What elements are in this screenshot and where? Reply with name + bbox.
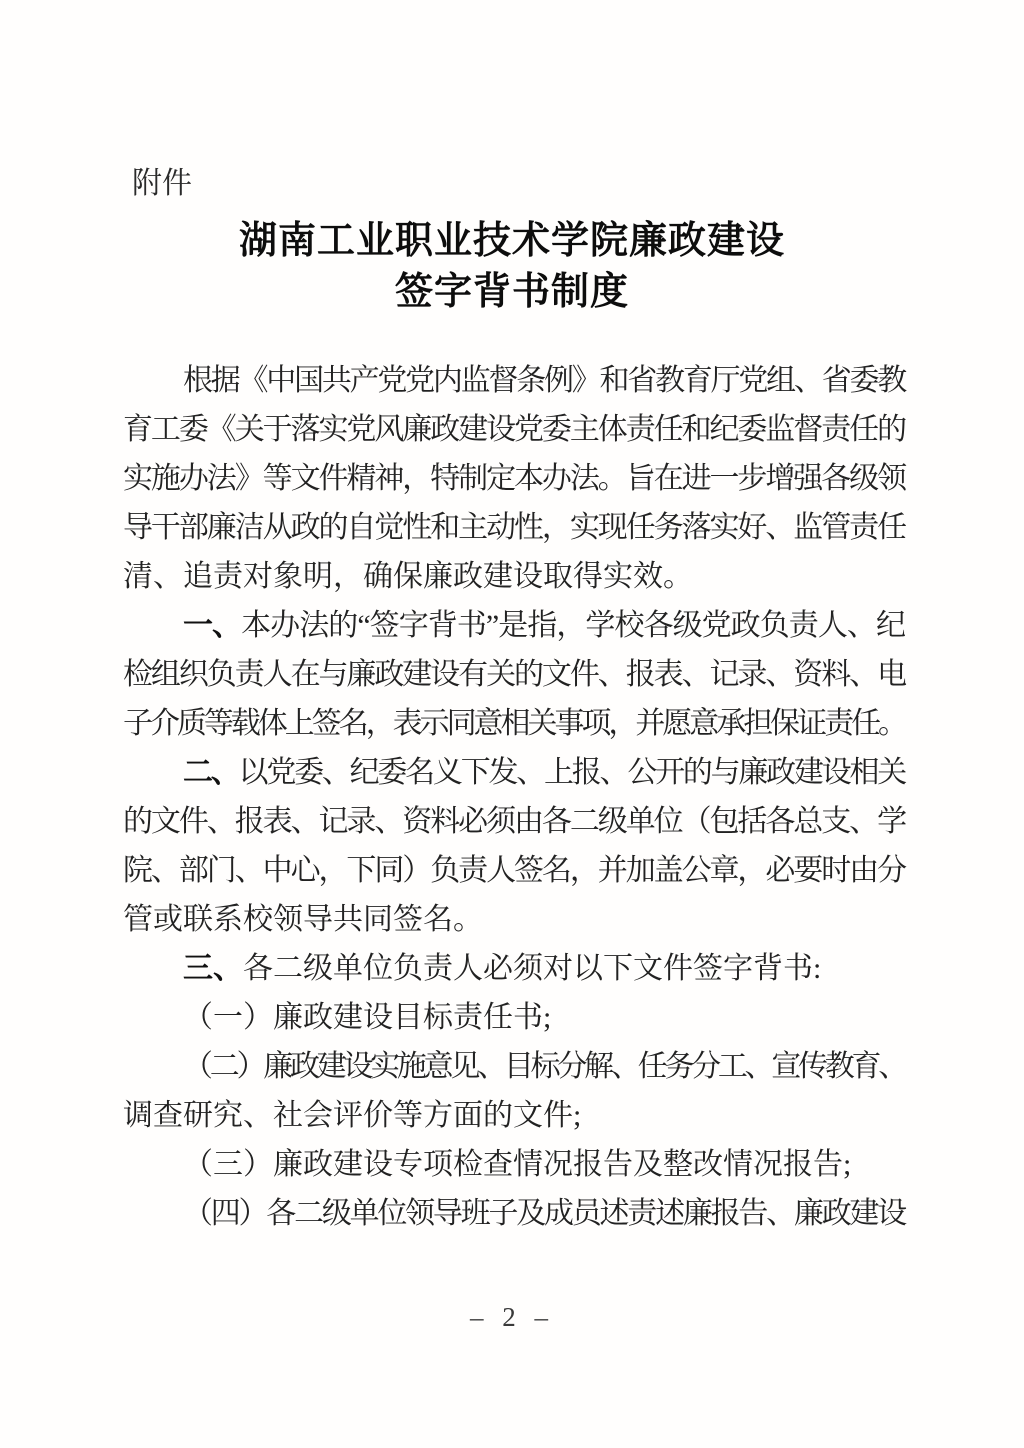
body-line: 导干部廉洁从政的自觉性和主动性，实现任务落实好、监管责任	[123, 511, 905, 544]
body-line: （四）各二级单位领导班子及成员述责述廉报告、廉政建设	[183, 1197, 905, 1230]
paragraph	[123, 1140, 905, 1189]
body-line: （二）廉政建设实施意见、目标分解、任务分工、宣传教育、	[183, 1050, 905, 1083]
body-line: 实施办法》等文件精神，特制定本办法。旨在进一步增强各级领	[123, 462, 905, 495]
body-line: 院、部门、中心，下同）负责人签名，并加盖公章，必要时由分	[123, 854, 905, 887]
body-line: 一、本办法的“签字背书”是指，学校各级党政负责人、纪	[183, 609, 905, 642]
document-body	[123, 356, 905, 1238]
paragraph	[123, 1189, 905, 1238]
paragraph	[123, 601, 905, 748]
document-title	[0, 216, 1024, 318]
body-line: 检组织负责人在与廉政建设有关的文件、报表、记录、资料、电	[123, 658, 905, 691]
body-line: （三）廉政建设专项检查情况报告及整改情况报告;	[183, 1148, 852, 1181]
body-line: 管或联系校领导共同签名。	[123, 903, 483, 936]
body-line: 育工委《关于落实党风廉政建设党委主体责任和纪委监督责任的	[123, 413, 905, 446]
body-line: 三、各二级单位负责人必须对以下文件签字背书:	[183, 952, 822, 985]
paragraph-marker: 一、	[183, 609, 242, 642]
body-line: 根据《中国共产党党内监督条例》和省教育厅党组、省委教	[183, 364, 905, 397]
paragraph	[123, 748, 905, 944]
attachment-label: 附件	[132, 167, 192, 200]
body-line: （一）廉政建设目标责任书;	[183, 1001, 552, 1034]
body-line: 子介质等载体上签名，表示同意相关事项，并愿意承担保证责任。	[123, 707, 905, 740]
body-line: 清、追责对象明，确保廉政建设取得实效。	[123, 560, 693, 593]
body-line: 二、以党委、纪委名义下发、上报、公开的与廉政建设相关	[183, 756, 906, 789]
body-line: 调查研究、社会评价等方面的文件;	[123, 1099, 582, 1132]
paragraph	[123, 1042, 905, 1140]
title-line-2: 签字背书制度	[394, 271, 629, 313]
paragraph	[123, 993, 905, 1042]
paragraph-marker: 二、	[183, 756, 239, 789]
paragraph-marker: 三、	[183, 952, 243, 985]
body-line: 的文件、报表、记录、资料必须由各二级单位（包括各总支、学	[123, 805, 905, 838]
paragraph	[123, 944, 905, 993]
title-line-1: 湖南工业职业技术学院廉政建设	[238, 220, 785, 262]
paragraph	[123, 356, 905, 601]
page-number: – 2 –	[470, 1302, 554, 1332]
